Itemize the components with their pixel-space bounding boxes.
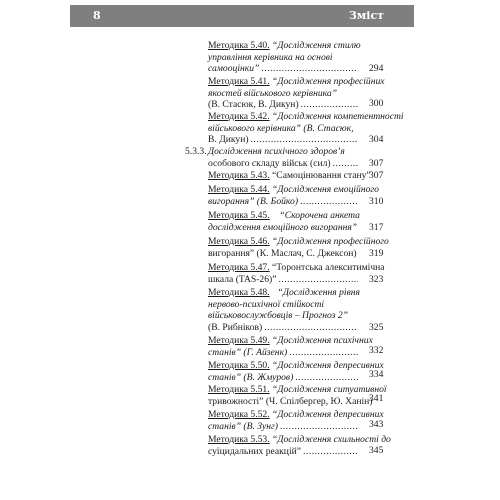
toc-entry[interactable]: Методика 5.47. “Торонтська алекситимічна шкала (TAS-26)” .....: [208, 262, 360, 285]
page-ref: 307: [369, 170, 384, 181]
toc-entry[interactable]: Методика 5.44. “Дослідження емоційного вигорання” (В. Бойко) .....: [208, 184, 360, 207]
entry-label: Методика 5.45.: [208, 210, 270, 221]
section-number: 5.3.3.: [185, 146, 207, 157]
toc-entry[interactable]: Методика 5.53. “Дослідження схильності до суїцидальних реакцій” .....: [208, 434, 360, 457]
page-ref: 319: [369, 248, 384, 259]
page-header: [70, 5, 414, 27]
leader-dots: [301, 99, 358, 111]
entry-label: Методика 5.50.: [208, 360, 270, 371]
entry-label: Методика 5.47.: [208, 262, 270, 273]
page-ref: 323: [369, 274, 384, 285]
leader-dots: [261, 63, 358, 75]
page-ref: 294: [369, 63, 384, 74]
toc-entry[interactable]: Методика 5.46. “Дослідження професійного вигорання” (К. Маслач, С. Джексон): [208, 236, 389, 259]
leader-dots: [303, 446, 358, 458]
toc-entry[interactable]: Методика 5.51. “Дослідження ситуативної тривожності” (Ч. Спілбергер, Ю. Ханін): [208, 384, 387, 407]
entry-label: Методика 5.43.: [208, 170, 270, 181]
entry-label: Методика 5.52.: [208, 409, 270, 420]
leader-dots: [333, 158, 358, 170]
leader-dots: [289, 347, 358, 359]
entry-label: Методика 5.42.: [208, 111, 270, 122]
leader-dots: [295, 372, 358, 384]
entry-label: Методика 5.46.: [208, 236, 270, 247]
toc-entry[interactable]: Методика 5.50. “Дослідження депресивних станів” (В. Жмуров) .....: [208, 360, 360, 383]
page-ref: 300: [369, 98, 384, 109]
toc-entry[interactable]: Методика 5.45. “Скорочена анкета дослідження емоційного вигорання”: [208, 210, 360, 233]
page-ref: 310: [369, 196, 384, 207]
leader-dots: [280, 421, 358, 433]
toc-entry[interactable]: Методика 5.40. “Дослідження стилю управління керівника на основі самооцінки” .....: [208, 40, 360, 75]
page-ref: 345: [369, 445, 384, 456]
entry-label: Методика 5.44.: [208, 184, 270, 195]
entry-label: Методика 5.40.: [208, 40, 270, 51]
toc-entry[interactable]: Методика 5.52. “Дослідження депресивних станів” (В. Зунг) .....: [208, 409, 360, 432]
entry-label: Методика 5.53.: [208, 434, 270, 445]
entry-label: Методика 5.49.: [208, 335, 270, 346]
leader-dots: [251, 134, 358, 146]
toc-entry[interactable]: Методика 5.43. “Самоцінювання стану”: [208, 170, 371, 181]
leader-dots: [264, 322, 358, 334]
toc-entry[interactable]: Методика 5.49. “Дослідження психічних станів” (Г. Айзенк) .....: [208, 335, 360, 358]
section-title: Зміст: [348, 9, 384, 22]
page-number: 8: [93, 9, 101, 22]
page-ref: 317: [369, 222, 384, 233]
page-ref: 341: [369, 393, 384, 404]
toc-entry[interactable]: Методика 5.41. “Дослідження професійних якостей військового керівника” (В. Стасюк, В. Дикун) .....: [208, 76, 360, 111]
toc-entry[interactable]: Методика 5.42. “Дослідження компетентності військового керівника” (В. Стасюк, В. Дикун) .....: [208, 111, 360, 146]
leader-dots: [300, 196, 358, 208]
page-ref: 332: [369, 345, 384, 356]
page-ref: 334: [369, 369, 384, 380]
entry-label: Методика 5.41.: [208, 76, 270, 87]
entry-label: Методика 5.51.: [208, 384, 270, 395]
toc-section[interactable]: Дослідження психічного здоров’я особового складу військ (сил) .....: [208, 146, 360, 169]
page-ref: 325: [369, 322, 384, 333]
entry-label: Методика 5.48.: [208, 287, 270, 298]
page-ref: 304: [369, 134, 384, 145]
page-ref: 307: [369, 158, 384, 169]
toc-entry[interactable]: Методика 5.48. “Дослідження рівня нервово-психічної стійкості військовослужбовців – Прогноз 2” (В. Рибніков) .....: [208, 287, 360, 333]
page-ref: 343: [369, 419, 384, 430]
leader-dots: [278, 274, 358, 286]
